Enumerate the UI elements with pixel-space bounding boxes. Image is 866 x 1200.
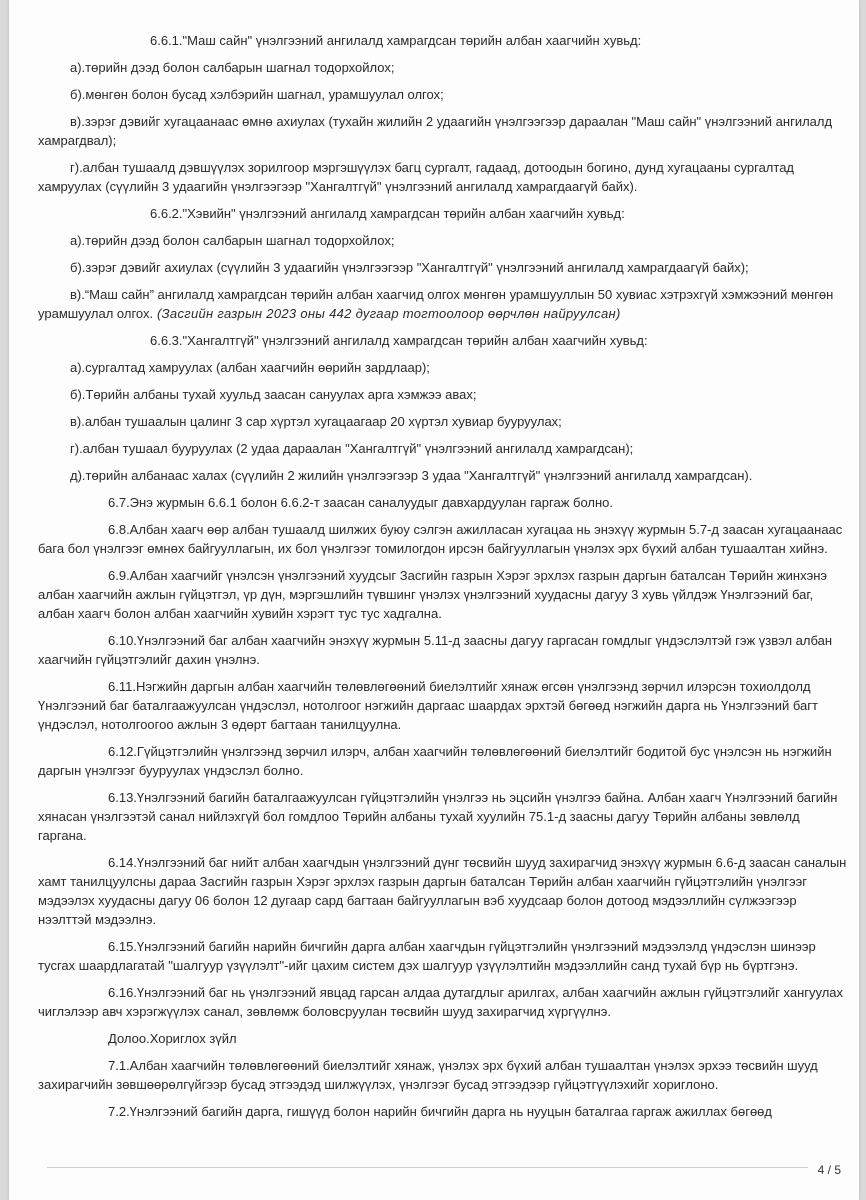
paragraph-text: 6.7.Энэ журмын 6.6.1 болон 6.6.2-т заасан саналуудыг давхардуулан гаргаж болно. xyxy=(108,495,613,510)
paragraph-text: 6.8.Албан хаагч өөр албан тушаалд шилжих буюу сэлгэн ажилласан хугацаа нь энэхүү журмын 5.7-д заасан хугацаанаас бага бол үнэлгээг өмнөх байгууллагын, их бол үнэлгээг томилогдон ирсэн байгууллагын үнэлэх эрх бүхий албан тушаалтан хийнэ. xyxy=(38,522,843,556)
document-body xyxy=(38,31,848,1129)
list-item xyxy=(38,231,848,250)
viewer-right-edge xyxy=(858,0,866,1200)
clause-paragraph xyxy=(38,631,848,669)
clause-paragraph xyxy=(38,677,848,734)
clause-paragraph xyxy=(38,1102,848,1121)
clause-paragraph xyxy=(38,742,848,780)
document-page xyxy=(9,0,859,1200)
paragraph-text: 6.13.Үнэлгээний багийн баталгаажуулсан гүйцэтгэлийн үнэлгээ нь эцсийн үнэлгээ байна. Албан хаагч Үнэлгээний багийн хянасан үнэлгээтэй санал нийлэхгүй бол гомдлоо Төрийн албаны тухай хуулийн 75.1-д заасны дагуу Төрийн албаны зөвлөлд гаргана. xyxy=(38,790,838,843)
section-heading xyxy=(38,331,848,350)
chapter-heading xyxy=(38,1029,848,1048)
section-heading xyxy=(38,31,848,50)
paragraph-text: а).сургалтад хамруулах (албан хаагчийн өөрийн зардлаар); xyxy=(70,360,430,375)
paragraph-text: а).төрийн дээд болон салбарын шагнал тодорхойлох; xyxy=(70,233,395,248)
paragraph-text: в).албан тушаалын цалинг 3 сар хүртэл хугацаагаар 20 хүртэл хувиар бууруулах; xyxy=(70,414,562,429)
clause-paragraph xyxy=(38,520,848,558)
clause-paragraph xyxy=(38,937,848,975)
paragraph-text: а).төрийн дээд болон салбарын шагнал тодорхойлох; xyxy=(70,60,395,75)
list-item xyxy=(38,58,848,77)
page-footer xyxy=(47,1156,841,1178)
paragraph-text: г).албан тушаалд дэвшүүлэх зорилгоор мэргэшүүлэх багц сургалт, гадаад, дотоодын богино, дунд хугацааны сургалтад хамруулах (сүүлийн 3 удаагийн үнэлгээгээр "Хангалтгүй" үнэлгээний ангилалд хамрагдаагүй байх). xyxy=(38,160,795,194)
paragraph-text: 6.6.1."Маш сайн" үнэлгээний ангилалд хамрагдсан төрийн албан хаагчийн хувьд: xyxy=(150,33,642,48)
paragraph-text: 6.16.Үнэлгээний баг нь үнэлгээний явцад гарсан алдаа дутагдлыг арилгах, албан хаагчийн ажлын гүйцэтгэлийг хангуулах чиглэлээр авч хэрэгжүүлэх санал, зөвлөмж боловсруулан төсвийн шууд захирагчид хүргүүлнэ. xyxy=(38,985,844,1019)
paragraph-text: 6.9.Албан хаагчийг үнэлсэн үнэлгээний хуудсыг Засгийн газрын Хэрэг эрхлэх газрын даргын баталсан Төрийн жинхэнэ албан хаагчийн ажлын гүйцэтгэл, үр дүн, мэргэшлийн түвшинг үнэлэх үнэлгээний хуудасны дагуу 3 хувь үйлдэж Үнэлгээний баг, албан хаагч болон албан хаагчийн хувийн хэрэгт тус тус хадгална. xyxy=(38,568,828,621)
list-item xyxy=(38,385,848,404)
paragraph-text: 6.6.2."Хэвийн" үнэлгээний ангилалд хамрагдсан төрийн албан хаагчийн хувьд: xyxy=(150,206,625,221)
paragraph-text: 6.14.Үнэлгээний баг нийт албан хаагчдын үнэлгээний дүнг төсвийн шууд захирагчид энэхүү журмын 6.6-д заасан саналын хамт танилцуулсны дараа Засгийн газрын Хэрэг эрхлэх газрын даргын баталсан Төрийн албан хаагчийн гүйцэтгэлийн үнэлгээг мэдээлэх хуудасны дагуу 06 болон 12 дугаар сард багтаан байгууллагын вэб хуудсаар болон дотоод мэдээллийн сүлжээгээр нээлттэй мэдээлнэ. xyxy=(38,855,847,927)
paragraph-text: 7.2.Үнэлгээний багийн дарга, гишүүд болон нарийн бичгийн дарга нь нууцын баталгаа гаргаж ажиллах бөгөөд xyxy=(108,1104,772,1119)
paragraph-text: 6.12.Гүйцэтгэлийн үнэлгээнд зөрчил илэрч, албан хаагчийн төлөвлөгөөний биелэлтийг бодитой бус үнэлсэн нь нэгжийн даргын үнэлгээг бууруулах үндэслэл болно. xyxy=(38,744,832,778)
clause-paragraph xyxy=(38,853,848,929)
paragraph-text: д).төрийн албанаас халах (сүүлийн 2 жилийн үнэлгээгээр 3 удаа "Хангалтгүй" үнэлгээний ангилалд хамрагдсан). xyxy=(70,468,753,483)
paragraph-text: б).Төрийн албаны тухай хуульд заасан сануулах арга хэмжээ авах; xyxy=(70,387,477,402)
paragraph-text: в).“Маш сайн” ангилалд хамрагдсан төрийн албан хаагчид олгох мөнгөн урамшууллын 50 хувиас хэтрэхгүй хэмжээний мөнгөн урамшуулал олгох. xyxy=(38,287,834,321)
clause-paragraph xyxy=(38,493,848,512)
paragraph-text: 6.11.Нэгжийн даргын албан хаагчийн төлөвлөгөөний биелэлтийг хянаж өгсөн үнэлгээнд зөрчил илэрсэн тохиолдолд Үнэлгээний баг баталгаажуулсан үндэслэл, нотолгоог нэгжийн даргаас шаардах эрхтэй бөгөөд нэгжийн дарга нь Үнэлгээний багт үндэслэл, нотолгоогоо ажлын 3 өдөрт багтаан танилцуулна. xyxy=(38,679,818,732)
list-item xyxy=(38,439,848,458)
list-item xyxy=(38,258,848,277)
paragraph-text: 6.10.Үнэлгээний баг албан хаагчийн энэхүү журмын 5.11-д заасны дагуу гаргасан гомдлыг үндэслэлтэй гэж үзвэл албан хаагчийн гүйцэтгэлийг дахин үнэлнэ. xyxy=(38,633,833,667)
list-item xyxy=(38,466,848,485)
paragraph-text: в).зэрэг дэвийг хугацаанаас өмнө ахиулах (тухайн жилийн 2 удаагийн үнэлгээгээр дараалан "Маш сайн" үнэлгээний ангилалд хамрагдвал); xyxy=(38,114,833,148)
list-item xyxy=(38,285,848,323)
amendment-note: (Засгийн газрын 2023 оны 442 дугаар тогтоолоор өөрчлөн найруулсан) xyxy=(153,306,621,321)
clause-paragraph xyxy=(38,983,848,1021)
footer-divider xyxy=(47,1167,808,1168)
paragraph-text: Долоо.Хориглох зүйл xyxy=(108,1031,237,1046)
clause-paragraph xyxy=(38,788,848,845)
list-item xyxy=(38,412,848,431)
list-item xyxy=(38,358,848,377)
clause-paragraph xyxy=(38,566,848,623)
list-item xyxy=(38,85,848,104)
list-item xyxy=(38,158,848,196)
clause-paragraph xyxy=(38,1056,848,1094)
list-item xyxy=(38,112,848,150)
paragraph-text: 7.1.Албан хаагчийн төлөвлөгөөний биелэлтийг хянаж, үнэлэх эрх бүхий албан тушаалтан үнэлэх эрхээ төсвийн шууд захирагчийн зөвшөөрөлгүйгээр бусад этгээдэд шилжүүлэх, үнэлгээг бусад этгээдээр гүйцэтгүүлэхийг хориглоно. xyxy=(38,1058,818,1092)
paragraph-text: б).зэрэг дэвийг ахиулах (сүүлийн 3 удаагийн үнэлгээгээр "Хангалтгүй" үнэлгээний ангилалд хамрагдаагүй байх); xyxy=(70,260,749,275)
page-number: 4 / 5 xyxy=(817,1163,841,1177)
paragraph-text: 6.15.Үнэлгээний багийн нарийн бичгийн дарга албан хаагчдын гүйцэтгэлийн үнэлгээний мэдээлэлд үндэслэн шинээр тусгах шаардлагатай "шалгуур үзүүлэлт"-ийг цахим систем дэх шалгуур үзүүлэлтийн мэдээллийн санд тухай бүр нь бүртгэнэ. xyxy=(38,939,816,973)
paragraph-text: г).албан тушаал бууруулах (2 удаа дараалан "Хангалтгүй" үнэлгээний ангилалд хамрагдсан); xyxy=(70,441,634,456)
paragraph-text: 6.6.3."Хангалтгүй" үнэлгээний ангилалд хамрагдсан төрийн албан хаагчийн хувьд: xyxy=(150,333,648,348)
paragraph-text: б).мөнгөн болон бусад хэлбэрийн шагнал, урамшуулал олгох; xyxy=(70,87,444,102)
section-heading xyxy=(38,204,848,223)
